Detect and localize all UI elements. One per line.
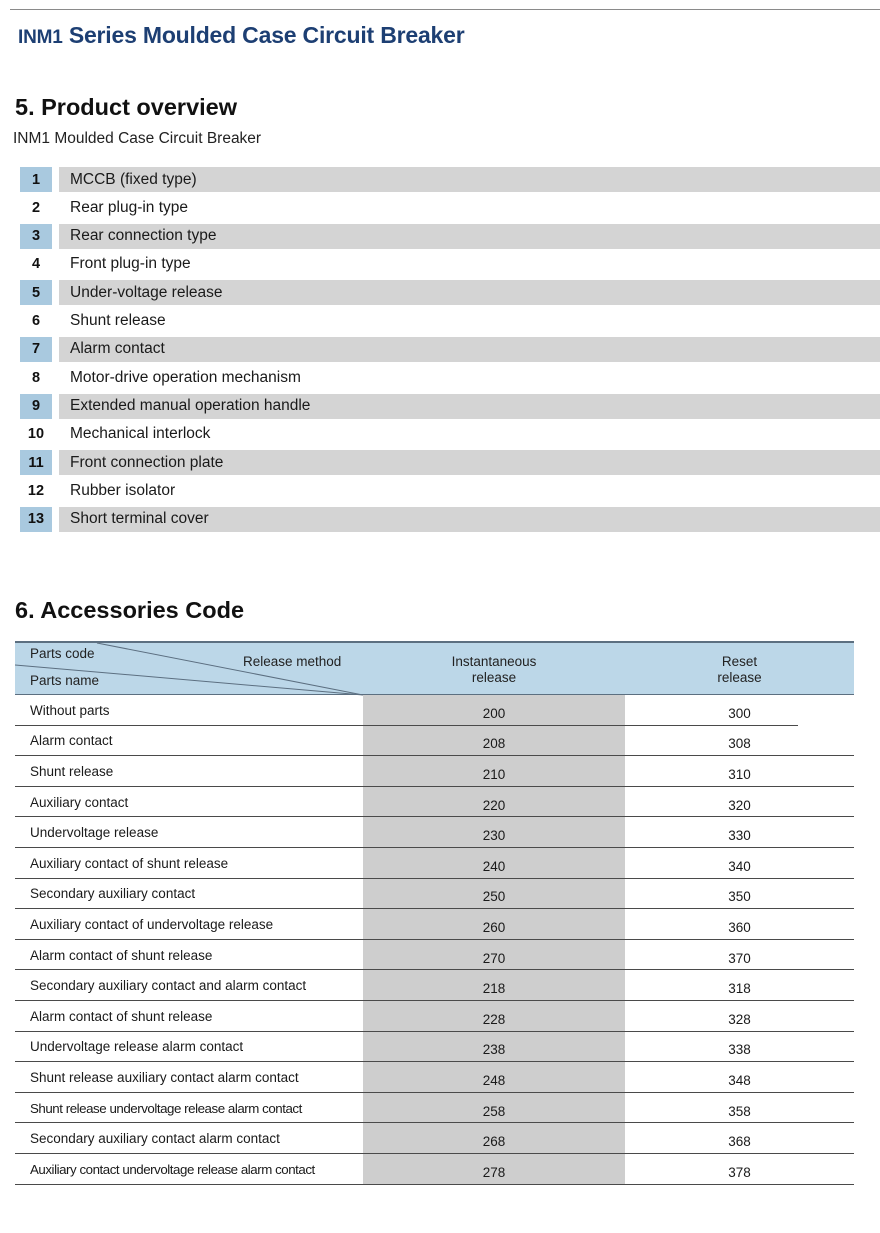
overview-item-number: 4: [31, 256, 41, 273]
parts-name-cell: Shunt release auxiliary contact alarm contact: [30, 1069, 299, 1085]
overview-item-number: 6: [31, 313, 41, 330]
reset-code-cell: 358: [728, 1103, 751, 1119]
overview-item-label: Rear plug-in type: [70, 198, 189, 216]
parts-name-cell: Alarm contact: [30, 733, 113, 749]
accessories-code-heading: 6. Accessories Code: [15, 597, 245, 623]
reset-code-cell: 308: [728, 736, 751, 752]
instantaneous-code-cell: 260: [482, 919, 506, 935]
table-row: [15, 909, 854, 940]
parts-name-cell: Secondary auxiliary contact: [30, 886, 196, 902]
parts-name-cell: Shunt release: [30, 763, 114, 779]
reset-code-cell: 348: [728, 1072, 751, 1088]
reset-code-cell: 378: [728, 1164, 751, 1180]
reset-code-cell: 360: [728, 919, 751, 935]
reset-code-cell: 368: [728, 1134, 751, 1150]
table-row: [15, 1123, 854, 1154]
overview-item-label: Rubber isolator: [70, 482, 176, 500]
table-row: [15, 1032, 854, 1063]
overview-item-label: Extended manual operation handle: [59, 394, 880, 419]
accessories-code-table: [15, 641, 854, 1185]
instantaneous-code-cell: 228: [482, 1011, 506, 1027]
parts-name-cell: Undervoltage release: [30, 825, 159, 841]
overview-item-number: 10: [27, 426, 45, 443]
instantaneous-code-cell: 240: [482, 858, 506, 874]
overview-item-label: Mechanical interlock: [70, 425, 211, 443]
parts-name-cell: Without parts: [30, 702, 110, 718]
table-row: [15, 695, 854, 726]
overview-item-number: 1: [20, 167, 52, 192]
product-overview-subtitle: INM1 Moulded Case Circuit Breaker: [13, 130, 262, 147]
overview-item-number: 2: [31, 199, 41, 216]
overview-item-number: 11: [20, 450, 52, 475]
overview-item-label: Motor-drive operation mechanism: [70, 368, 301, 386]
instantaneous-code-cell: 230: [482, 828, 506, 844]
row-divider: [15, 1184, 854, 1185]
instantaneous-code-cell: 270: [482, 950, 506, 966]
series-prefix: INM1: [18, 27, 63, 48]
table-row: [15, 1001, 854, 1032]
overview-item-label: Front plug-in type: [70, 255, 191, 273]
instantaneous-code-cell: 278: [482, 1164, 506, 1180]
overview-item: [18, 335, 880, 363]
overview-item: [18, 448, 880, 476]
table-row: [15, 1062, 854, 1093]
instantaneous-code-cell: 248: [482, 1072, 506, 1088]
table-body: [15, 695, 854, 1185]
reset-code-cell: 310: [728, 766, 751, 782]
instantaneous-code-cell: 210: [482, 766, 506, 782]
overview-item: [18, 477, 880, 505]
table-row: [15, 848, 854, 879]
table-row: [15, 1154, 854, 1185]
reset-code-cell: 350: [728, 889, 751, 905]
overview-item-label: Short terminal cover: [59, 507, 880, 532]
overview-item: [18, 505, 880, 533]
table-row: [15, 940, 854, 971]
instantaneous-code-cell: 220: [482, 797, 506, 813]
table-row: [15, 970, 854, 1001]
reset-code-cell: 340: [728, 858, 751, 874]
instantaneous-code-cell: 208: [482, 736, 506, 752]
reset-code-cell: 320: [728, 797, 751, 813]
overview-item: [18, 307, 880, 335]
overview-item: [18, 420, 880, 448]
parts-name-cell: Alarm contact of shunt release: [30, 1008, 213, 1024]
reset-code-cell: 370: [728, 950, 751, 966]
overview-item-number: 9: [20, 394, 52, 419]
table-header: [15, 641, 854, 695]
parts-name-cell: Undervoltage release alarm contact: [30, 1039, 244, 1055]
overview-item-number: 3: [20, 224, 52, 249]
table-row: [15, 879, 854, 910]
parts-name-cell: Secondary auxiliary contact alarm contact: [30, 1131, 280, 1147]
table-row: [15, 1093, 854, 1124]
instantaneous-code-cell: 268: [482, 1134, 506, 1150]
reset-code-cell: 328: [728, 1011, 751, 1027]
reset-code-cell: 330: [728, 828, 751, 844]
product-overview-heading: 5. Product overview: [15, 94, 238, 120]
parts-name-cell: Auxiliary contact of undervoltage release: [30, 916, 274, 932]
series-title: [18, 22, 464, 49]
header-instantaneous-line2: release: [471, 670, 517, 685]
reset-code-cell: 338: [728, 1042, 751, 1058]
overview-item-number: 5: [20, 280, 52, 305]
overview-item: [18, 363, 880, 391]
instantaneous-code-cell: 258: [482, 1103, 506, 1119]
overview-item-number: 8: [31, 369, 41, 386]
overview-item: [18, 222, 880, 250]
table-row: [15, 756, 854, 787]
parts-name-cell: Shunt release undervoltage release alarm contact: [30, 1100, 302, 1116]
header-parts-name: Parts name: [30, 673, 100, 688]
header-instantaneous-line1: Instantaneous: [451, 654, 537, 669]
header-reset-line1: Reset: [721, 654, 758, 669]
header-reset-release: [625, 654, 854, 686]
table-row: [15, 817, 854, 848]
parts-name-cell: Auxiliary contact undervoltage release alarm contact: [30, 1161, 315, 1177]
instantaneous-code-cell: 250: [482, 889, 506, 905]
overview-item-label: Under-voltage release: [59, 280, 880, 305]
header-instantaneous-release: [363, 654, 625, 686]
overview-item-label: Alarm contact: [59, 337, 880, 362]
header-release-method: Release method: [243, 654, 342, 669]
parts-name-cell: Auxiliary contact of shunt release: [30, 855, 229, 871]
overview-item: [18, 250, 880, 278]
parts-name-cell: Secondary auxiliary contact and alarm contact: [30, 978, 307, 994]
header-parts-code: Parts code: [30, 646, 95, 661]
overview-item-number: 13: [20, 507, 52, 532]
overview-item-label: Rear connection type: [59, 224, 880, 249]
instantaneous-code-cell: 218: [482, 981, 506, 997]
series-title-text: Series Moulded Case Circuit Breaker: [68, 22, 465, 48]
overview-item: [18, 165, 880, 193]
overview-item-label: MCCB (fixed type): [59, 167, 880, 192]
product-overview-list: [18, 165, 880, 533]
instantaneous-code-cell: 238: [482, 1042, 506, 1058]
instantaneous-code-cell: 200: [482, 705, 506, 721]
overview-item-number: 12: [27, 483, 45, 500]
parts-name-cell: Alarm contact of shunt release: [30, 947, 213, 963]
reset-code-cell: 318: [728, 981, 751, 997]
overview-item-label: Front connection plate: [59, 450, 880, 475]
overview-item: [18, 193, 880, 221]
table-row: [15, 726, 854, 757]
top-divider: [10, 9, 880, 10]
overview-item: [18, 278, 880, 306]
reset-code-cell: 300: [728, 705, 751, 721]
header-reset-line2: release: [717, 670, 762, 685]
overview-item-number: 7: [20, 337, 52, 362]
overview-item-label: Shunt release: [70, 312, 166, 330]
table-row: [15, 787, 854, 818]
parts-name-cell: Auxiliary contact: [30, 794, 129, 810]
overview-item: [18, 392, 880, 420]
